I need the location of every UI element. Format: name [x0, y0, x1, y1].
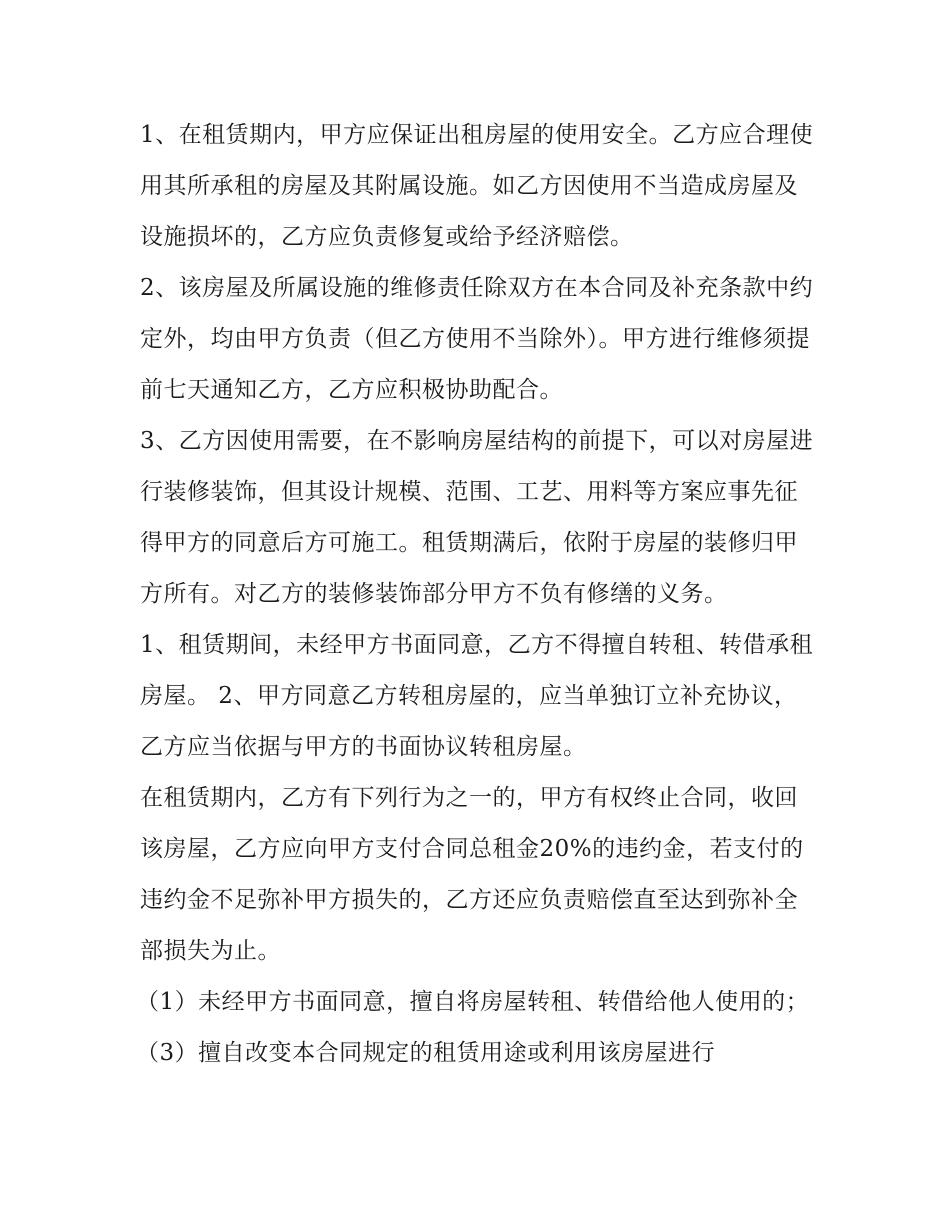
- document-page: [136, 110, 820, 1079]
- paragraph-sublease: 1、租赁期间，未经甲方书面同意，乙方不得擅自转租、转借承租房屋。 2、甲方同意乙方转租房屋的，应当单独订立补充协议，乙方应当依据与甲方的书面协议转租房屋。: [140, 632, 814, 760]
- paragraph-violations-list: （1）未经甲方书面同意，擅自将房屋转租、转借给他人使用的；（3）擅自改变本合同规定的租赁用途或利用该房屋进行: [136, 989, 810, 1066]
- paragraph-maintenance-safety: 1、在租赁期内，甲方应保证出租房屋的使用安全。乙方应合理使用其所承租的房屋及其附属设施。如乙方因使用不当造成房屋及设施损坏的，乙方应负责修复或给予经济赔偿。: [140, 122, 814, 250]
- paragraph-repair-responsibility: 2、该房屋及所属设施的维修责任除双方在本合同及补充条款中约定外，均由甲方负责（但乙方使用不当除外）。甲方进行维修须提前七天通知乙方，乙方应积极协助配合。: [140, 275, 814, 403]
- paragraph-termination: 在租赁期内，乙方有下列行为之一的，甲方有权终止合同，收回该房屋，乙方应向甲方支付合同总租金20%的违约金，若支付的违约金不足弥补甲方损失的，乙方还应负责赔偿直至达到弥补全部损失为止。: [140, 785, 804, 964]
- paragraph-renovation: 3、乙方因使用需要，在不影响房屋结构的前提下，可以对房屋进行装修装饰，但其设计规模、范围、工艺、用料等方案应事先征得甲方的同意后方可施工。租赁期满后，依附于房屋的装修归甲方所有。对乙方的装修装饰部分甲方不负有修缮的义务。: [140, 428, 814, 607]
